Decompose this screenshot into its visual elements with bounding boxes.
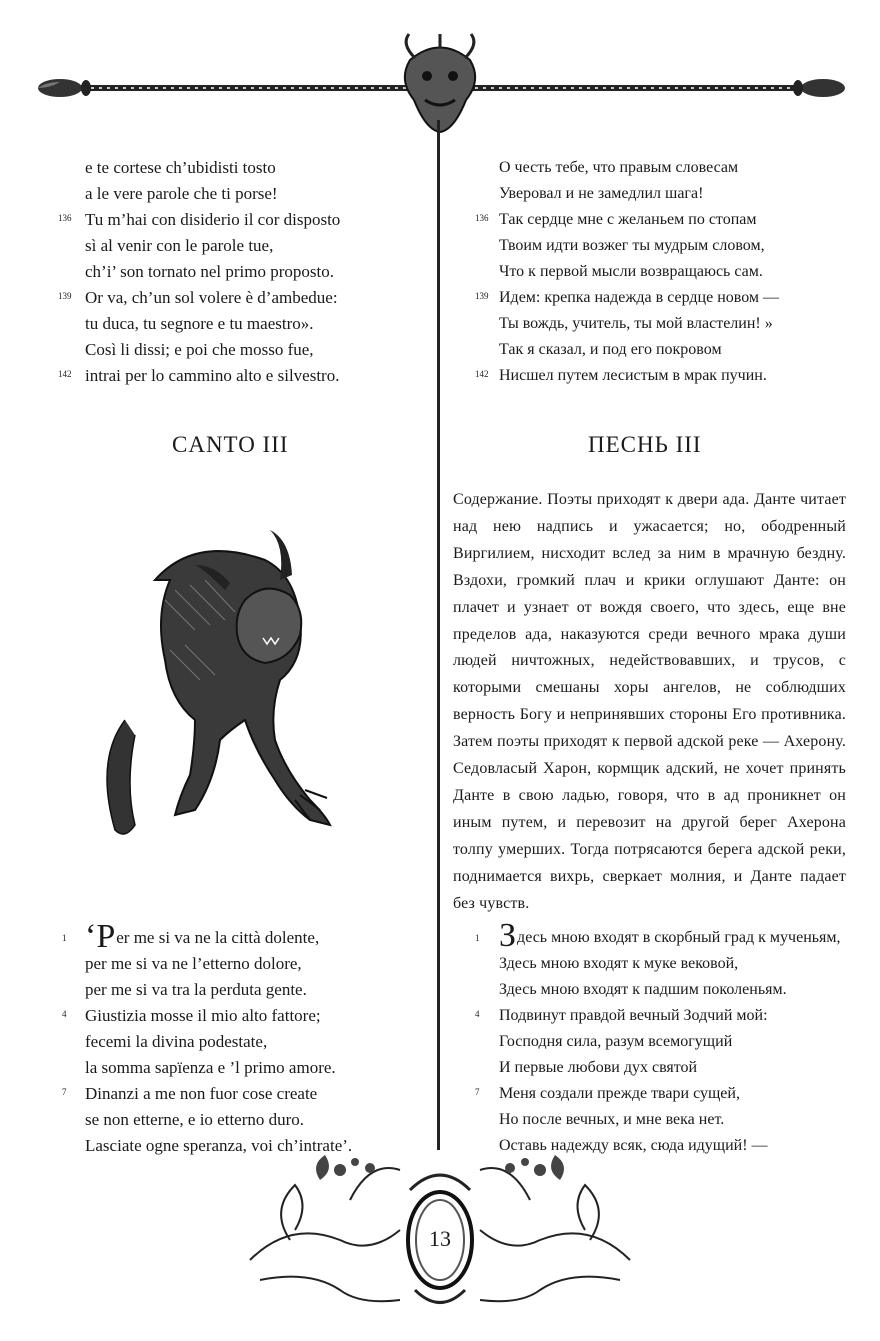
verse-line: Так сердце мне с желаньем по стопам (499, 211, 757, 228)
line-number: 1 (475, 933, 480, 943)
verse-line: Здесь мною входят к муке вековой, (499, 955, 739, 972)
page-number: 13 (429, 1226, 451, 1251)
top-rod-ornament (0, 0, 880, 140)
canto-title-italian: CANTO III (172, 432, 289, 457)
line-number: 7 (62, 1087, 67, 1097)
center-column-rule (437, 120, 440, 1150)
verse-line: Так я сказал, и под его покровом (499, 341, 722, 358)
verse-line: Здесь мною входят в скорбный град к мученьям, (499, 917, 841, 954)
line-number: 136 (475, 213, 489, 223)
line-number: 4 (475, 1009, 480, 1019)
right-finial-icon (793, 79, 845, 97)
left-finial-icon (38, 79, 91, 97)
canto-title-russian: ПЕСНЬ III (588, 432, 702, 457)
verse-line: intrai per lo cammino alto e silvestro. (85, 366, 340, 385)
line-number: 7 (475, 1087, 480, 1097)
line-number: 136 (58, 213, 72, 223)
verse-line: tu duca, tu segnore e tu maestro». (85, 314, 314, 333)
verse-line: Здесь мною входят к падшим поколеньям. (499, 981, 787, 998)
verse-line: Уверовал и не замедлил шага! (499, 185, 704, 202)
verse-line: Dinanzi a me non fuor cose create (85, 1084, 318, 1103)
verse-line: Giustizia mosse il mio alto fattore; (85, 1006, 321, 1025)
line-number: 139 (58, 291, 72, 301)
drop-cap: З (499, 917, 517, 954)
verse-line: О честь тебе, что правым словесам (499, 159, 739, 176)
verse-line: sì al venir con le parole tue, (85, 236, 274, 255)
verse-line: Подвинут правдой вечный Зодчий мой: (499, 1007, 768, 1024)
verse-line: ch’i’ son tornato nel primo proposto. (85, 262, 334, 281)
canto-summary: Содержание. Поэты приходят к двери ада. Данте читает над нею надпись и ужасается; но, ободренный Виргилием, нисходит вслед за ним в мрачную бездну. Вздохи, громкий плач и крики оглушают Данте: он плачет и узнает от вождя своего, что здесь, еще вне пределов ада, наказуются среди вечного мрака души людей ничтожных, недействовавших, и трусов, с которыми смешаны хоры ангелов, не соблюдших верность Богу и непринявших стороны Его противника. Затем поэты приходят к первой адской реке — Ахерону. Седовласый Харон, кормщик адский, не хочет принять Данте в свою ладью, говоря, что в ад проникнет он иным путем, и перевозит на другой берег Ахерона толпу умерших. Тогда потрясаются берега адской реки, поднимается вихрь, сверкает молния, и Данте падает без чувств. (453, 491, 846, 912)
verse-line: per me si va ne l’etterno dolore, (85, 954, 302, 973)
verse-line: Но после вечных, и мне века нет. (499, 1111, 725, 1128)
verse-line: ‘Per me si va ne la città dolente, (85, 918, 320, 955)
verse-line: a le vere parole che ti porse! (85, 184, 278, 203)
verse-line: Господня сила, разум всемогущий (499, 1033, 733, 1050)
verse-line: Or va, ch’un sol volere è d’ambedue: (85, 288, 338, 307)
verse-line: per me si va tra la perduta gente. (85, 980, 307, 999)
verse-line: se non etterne, e io etterno duro. (85, 1110, 305, 1129)
verse-line: И первые любови дух святой (499, 1059, 698, 1076)
lion-mask-icon (405, 34, 475, 132)
line-number: 142 (58, 369, 72, 379)
line-number: 1 (62, 933, 67, 943)
demon-illustration-icon (95, 520, 335, 860)
drop-cap: ‘P (85, 918, 116, 955)
verse-line: Идем: крепка надежда в сердце новом — (499, 289, 780, 306)
verse-line: Твоим идти возжег ты мудрым словом, (499, 237, 765, 254)
verse-line: Lasciate ogne speranza, voi ch’intrate’. (85, 1136, 353, 1155)
verse-line: Нисшел путем лесистым в мрак пучин. (499, 367, 767, 384)
verse-line: Così li dissi; e poi che mosso fue, (85, 340, 314, 359)
verse-line: e te cortese ch’ubidisti tosto (85, 158, 276, 177)
line-number: 142 (475, 369, 489, 379)
line-number: 4 (62, 1009, 67, 1019)
verse-line: la somma sapïenza e ’l primo amore. (85, 1058, 336, 1077)
verse-line: fecemi la divina podestate, (85, 1032, 268, 1051)
verse-line: Что к первой мысли возвращаюсь сам. (499, 263, 763, 280)
verse-line: Tu m’hai con disiderio il cor disposto (85, 210, 341, 229)
line-number: 139 (475, 291, 489, 301)
verse-line: Ты вождь, учитель, ты мой властелин! » (499, 315, 773, 332)
verse-line: Оставь надежду всяк, сюда идущий! — (499, 1137, 768, 1154)
verse-line: Меня создали прежде твари сущей, (499, 1085, 740, 1102)
